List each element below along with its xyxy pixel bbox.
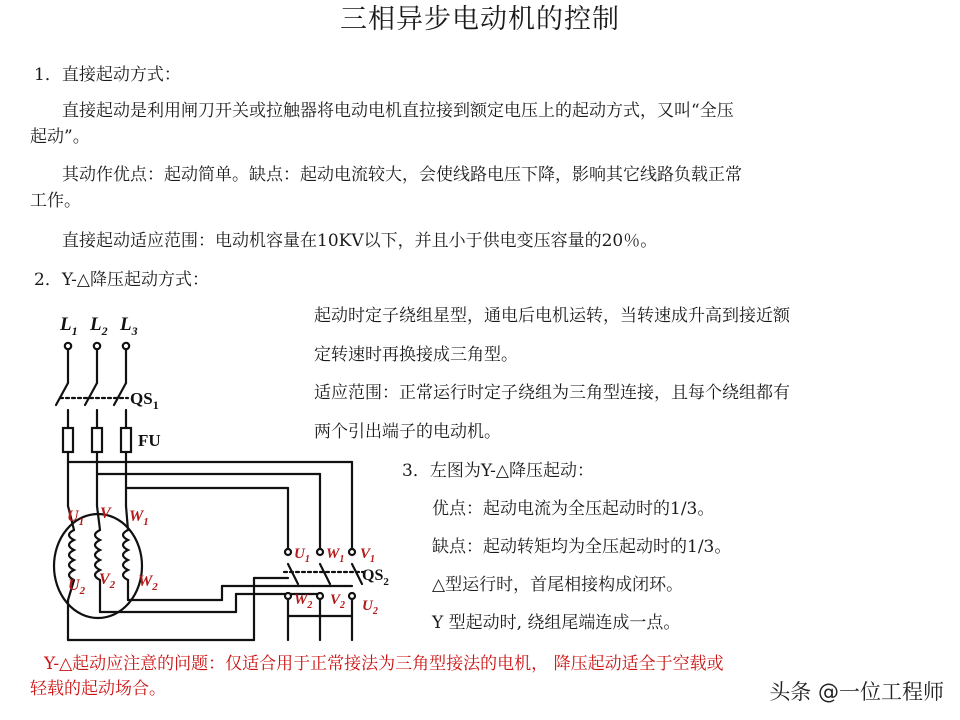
qs2-contact-2: [317, 549, 323, 555]
section2-desc-line2: 定转速时再换接成三角型。: [314, 345, 518, 365]
winding-u: [69, 530, 74, 580]
svg-text:U2: $U_2$: [68, 577, 86, 597]
svg-text:L2: $L_2$: [90, 314, 108, 338]
section1-para1-line1: 直接起动是利用闸刀开关或拉触器将电动电机直拉接到额定电压上的起动方式，又叫“全压: [62, 101, 734, 121]
section2-range-line2: 两个引出端子的电动机。: [314, 422, 501, 442]
section1-para3: 直接起动适应范围：电动机容量在10KV以下，并且小于供电变压容量的20％。: [62, 231, 658, 251]
qs2-contact-1: [285, 549, 291, 555]
section3-delta-note: △型运行时，首尾相接构成闭环。: [432, 575, 684, 595]
section2-desc-line1: 起动时定子绕组星型，通电后电机运转，当转速成升高到接近额: [314, 306, 790, 326]
section3-y-note: Y 型起动时, 绕组尾端连成一点。: [432, 613, 681, 633]
svg-text:W1: $W_1$: [129, 508, 149, 528]
svg-text:V: V: [100, 505, 111, 522]
notice-line1: Y-△起动应注意的问题：仅适合用于正常接法为三角型接法的电机， 降压起动适全于空载或: [44, 654, 724, 674]
svg-text:QS2: $QS_2$: [362, 567, 389, 588]
section2-range-line1: 适应范围：正常运行时定子绕组为三角型连接，且每个绕组都有: [314, 383, 790, 403]
svg-text:V2: $V_2$: [330, 592, 346, 611]
y-delta-starter-diagram: [0, 300, 420, 650]
svg-text:V2: $V_2$: [99, 571, 116, 591]
section3-advantage: 优点：起动电流为全压起动时的1/3。: [432, 499, 715, 519]
svg-text:V1: $V_1$: [360, 546, 376, 565]
svg-text:L1: $L_1$: [60, 314, 78, 338]
svg-text:U1: $U_1$: [294, 546, 310, 565]
svg-text:QS1: $QS_1$: [130, 389, 159, 412]
notice-line2: 轻载的起动场合。: [30, 679, 166, 699]
section1-para2-line1: 其动作优点：起动简单。缺点：起动电流较大，会使线路电压下降，影响其它线路负载正常: [62, 165, 742, 185]
section3-heading: 3．左图为Y-△降压起动：: [402, 461, 594, 481]
winding-w: [123, 530, 128, 580]
section2-heading: 2．Y-△降压起动方式：: [34, 270, 209, 290]
section1-para1-line2: 起动”。: [30, 127, 90, 147]
page-title: 三相异步电动机的控制: [340, 4, 620, 35]
svg-text:FU: FU: [138, 431, 161, 450]
fuse-1: [63, 428, 73, 452]
qs2-contact-3: [349, 549, 355, 555]
svg-text:W2: $W_2$: [138, 573, 158, 593]
svg-text:L3: $L_3$: [120, 314, 138, 338]
section1-para2-line2: 工作。: [30, 191, 81, 211]
svg-text:W1: $W_1$: [326, 546, 345, 565]
svg-text:W2: $W_2$: [294, 592, 313, 611]
section3-disadvantage: 缺点：起动转矩均为全压起动时的1/3。: [432, 537, 732, 557]
fuse-3: [121, 428, 131, 452]
fuse-2: [92, 428, 102, 452]
svg-text:U1: $U_1$: [67, 508, 85, 528]
svg-text:U2: $U_2$: [362, 598, 378, 617]
watermark: 头条 @一位工程师: [769, 680, 944, 704]
section1-heading: 1．直接起动方式：: [34, 65, 181, 85]
